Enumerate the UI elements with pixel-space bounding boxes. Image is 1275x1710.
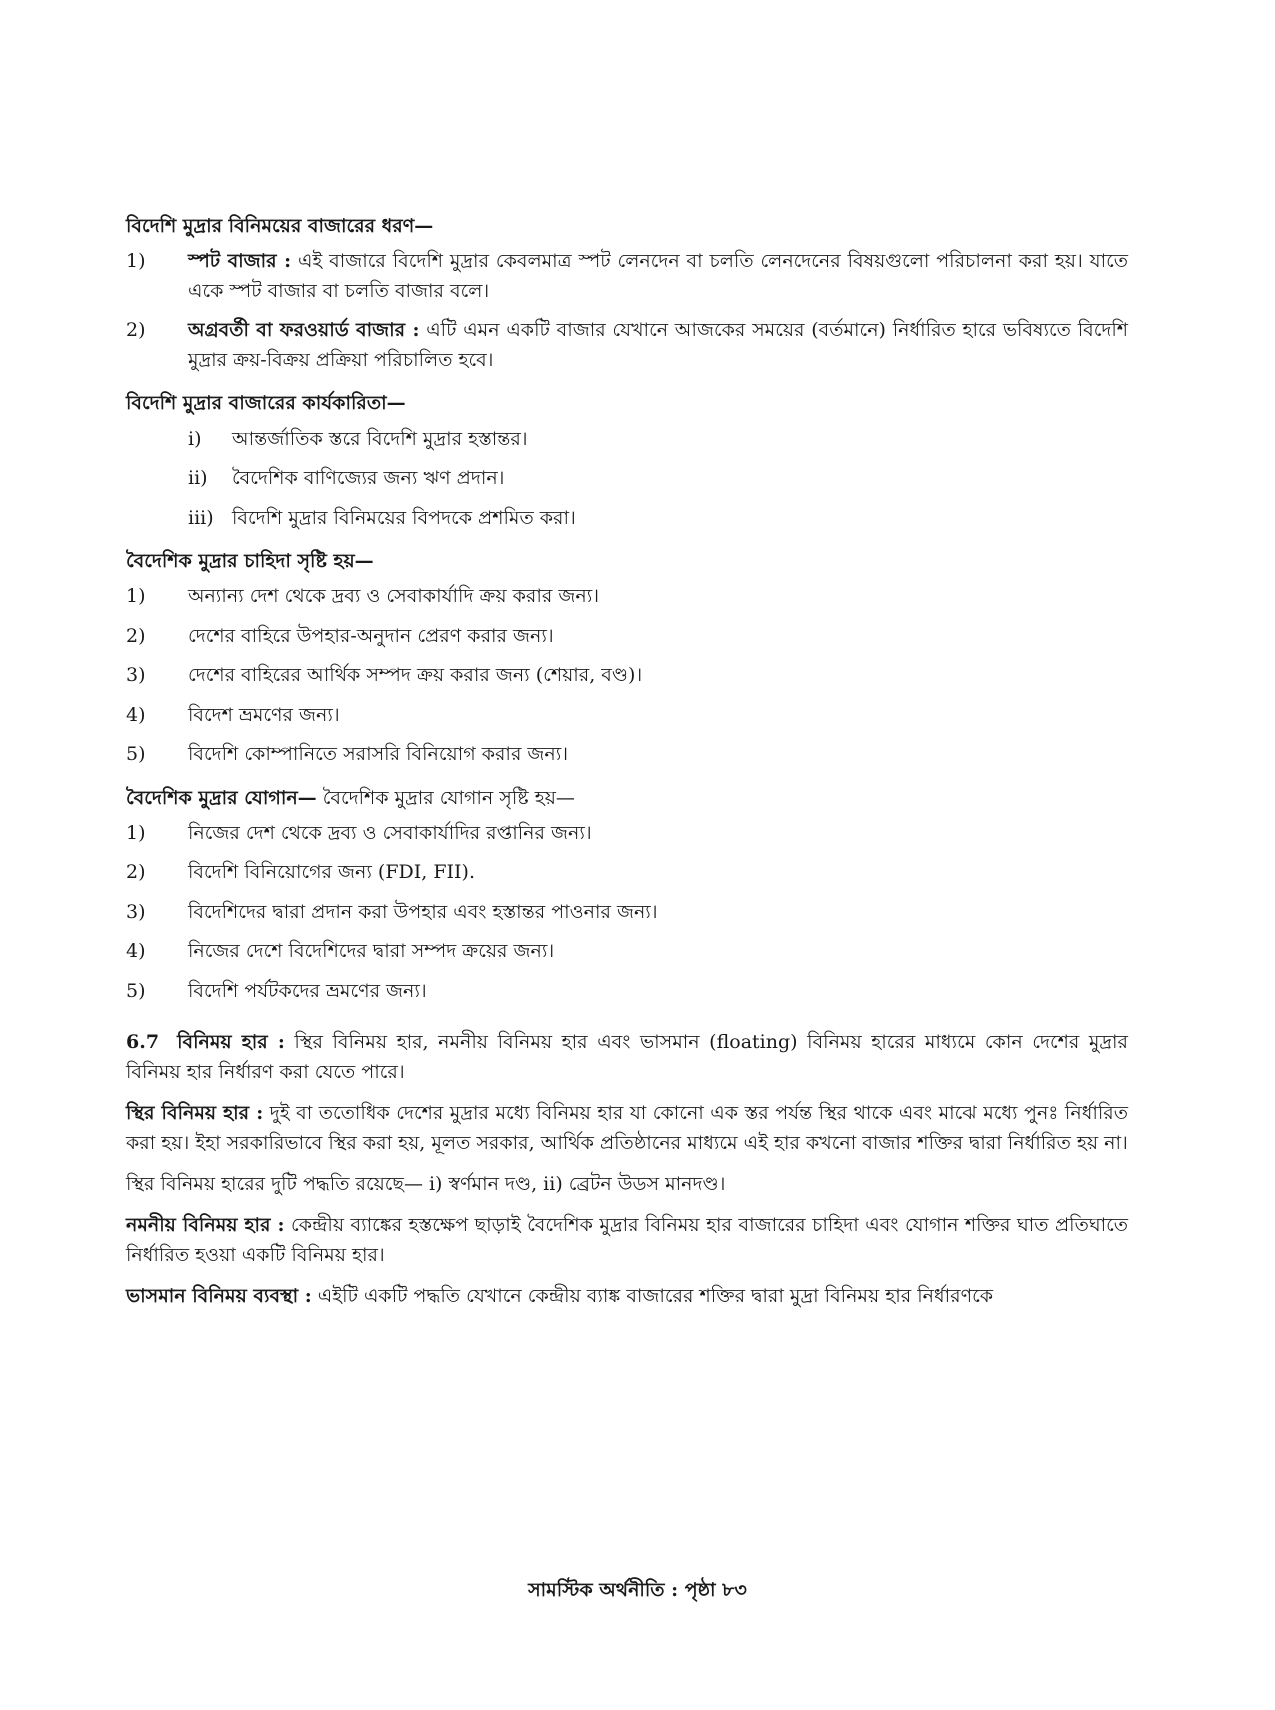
item-text: বৈদেশিক বাণিজ্যের জন্য ঋণ প্রদান। xyxy=(232,467,505,490)
page-footer: সামস্টিক অর্থনীতি : পৃষ্ঠা ৮৩ xyxy=(528,1579,747,1601)
item-number: 4) xyxy=(126,703,146,726)
item-text: বিদেশ ভ্রমণের জন্য। xyxy=(188,703,340,726)
item-number: 3) xyxy=(126,664,146,687)
item-number: 2) xyxy=(126,861,146,884)
paragraph-flexible-rate xyxy=(126,1211,1128,1270)
item-term: স্পট বাজার : xyxy=(188,250,292,273)
heading-term: বৈদেশিক মুদ্রার যোগান— xyxy=(126,786,317,809)
list-item xyxy=(126,622,1128,651)
paragraph-term: স্থির বিনিময় হার : xyxy=(126,1102,264,1125)
list-item xyxy=(126,819,1128,848)
list-item xyxy=(126,937,1128,966)
item-text: বিদেশিদের দ্বারা প্রদান করা উপহার এবং হস্তান্তর পাওনার জন্য। xyxy=(188,900,658,923)
paragraph-body: কেন্দ্রীয় ব্যাঙ্কের হস্তক্ষেপ ছাড়াই বৈদেশিক মুদ্রার বিনিময় হার বাজারের চাহিদা এবং যোগান শক্তির ঘাত প্রতিঘাতে নির্ধারিত হওয়া একটি বিনিময় হার। xyxy=(126,1214,1128,1266)
item-number: 5) xyxy=(126,979,146,1002)
item-number: 1) xyxy=(126,585,146,608)
paragraph-fixed-rate xyxy=(126,1099,1128,1158)
paragraph-floating-system xyxy=(126,1282,1128,1311)
item-number: 2) xyxy=(126,624,146,647)
item-number: iii) xyxy=(188,506,214,529)
item-number: 2) xyxy=(126,319,146,342)
list-item xyxy=(126,582,1128,611)
list-item xyxy=(126,247,1128,306)
item-text: দেশের বাহিরের আর্থিক সম্পদ ক্রয় করার জন্য (শেয়ার, বণ্ড)। xyxy=(188,664,643,687)
paragraph-body: দুই বা ততোধিক দেশের মুদ্রার মধ্যে বিনিময় হার যা কোনো এক স্তর পর্যন্ত স্থির থাকে এবং মাঝে মধ্যে পুনঃ নির্ধারিত করা হয়। ইহা সরকারিভাবে স্থির করা হয়, মূলত সরকার, আর্থিক প্রতিষ্ঠানের মাধ্যমে এই হার কখনো বাজার শক্তির দ্বারা নির্ধারিত হয় না। xyxy=(126,1102,1129,1154)
item-number: ii) xyxy=(188,467,208,490)
list-item xyxy=(126,701,1128,730)
section-heading-supply xyxy=(126,784,1128,813)
item-text: নিজের দেশে বিদেশিদের দ্বারা সম্পদ ক্রয়ের জন্য। xyxy=(188,940,555,963)
item-body: এই বাজারে বিদেশি মুদ্রার কেবলমাত্র স্পট লেনদেন বা চলতি লেনদেনের বিষয়গুলো পরিচালনা করা হয়। যাতে একে স্পট বাজার বা চলতি বাজার বলে। xyxy=(188,250,1129,302)
section-heading-demand: বৈদেশিক মুদ্রার চাহিদা সৃষ্টি হয়— xyxy=(126,549,374,572)
item-text: নিজের দেশ থেকে দ্রব্য ও সেবাকার্যাদির রপ্তানির জন্য। xyxy=(188,822,592,844)
item-number: 1) xyxy=(126,822,146,844)
paragraph-fixed-rate-methods: স্থির বিনিময় হারের দুটি পদ্ধতি রয়েছে— i) স্বর্ণমান দণ্ড, ii) ব্রেটন উডস মানদণ্ড। xyxy=(126,1172,726,1195)
list-item xyxy=(126,504,1128,533)
list-item xyxy=(126,740,1128,769)
item-number: 1) xyxy=(126,250,146,273)
item-number: 3) xyxy=(126,900,146,923)
list-item xyxy=(126,898,1128,927)
item-text: অন্যান্য দেশ থেকে দ্রব্য ও সেবাকার্যাদি ক্রয় করার জন্য। xyxy=(188,585,599,608)
item-number: i) xyxy=(188,427,202,450)
section-term: বিনিময় হার : xyxy=(177,1031,285,1054)
section-exchange-rate xyxy=(126,1028,1128,1087)
list-item xyxy=(126,425,1128,454)
section-heading-market-types: বিদেশি মুদ্রার বিনিময়ের বাজারের ধরণ— xyxy=(126,215,434,237)
section-heading-market-functions: বিদেশি মুদ্রার বাজারের কার্যকারিতা— xyxy=(126,392,406,415)
section-number: 6.7 xyxy=(126,1031,160,1054)
paragraph-term: নমনীয় বিনিময় হার : xyxy=(126,1214,285,1237)
paragraph-body: এইটি একটি পদ্ধতি যেখানে কেন্দ্রীয় ব্যাঙ্ক বাজারের শক্তির দ্বারা মুদ্রা বিনিময় হার নির্ধারণকে xyxy=(311,1285,993,1308)
item-number: 4) xyxy=(126,940,146,963)
item-text: বিদেশি পর্যটকদের ভ্রমণের জন্য। xyxy=(188,979,427,1002)
item-body: এটি এমন একটি বাজার যেখানে আজকের সময়ের (বর্তমানে) নির্ধারিত হারে ভবিষ্যতে বিদেশি মুদ্রার ক্রয়-বিক্রয় প্রক্রিয়া পরিচালিত হবে। xyxy=(188,319,1128,371)
item-number: 5) xyxy=(126,743,146,766)
list-item xyxy=(126,977,1128,1006)
list-item xyxy=(126,858,1128,887)
item-term: অগ্রবর্তী বা ফরওয়ার্ড বাজার : xyxy=(188,319,420,342)
list-item xyxy=(126,661,1128,690)
item-text: বিদেশি কোম্পানিতে সরাসরি বিনিয়োগ করার জন্য। xyxy=(188,743,569,766)
section-body: স্থির বিনিময় হার, নমনীয় বিনিময় হার এবং ভাসমান (floating) বিনিময় হারের মাধ্যমে কোন দেশের মুদ্রার বিনিময় হার নির্ধারণ করা যেতে পারে। xyxy=(126,1031,1128,1083)
item-text: দেশের বাহিরে উপহার-অনুদান প্রেরণ করার জন্য। xyxy=(188,624,554,647)
heading-rest: বৈদেশিক মুদ্রার যোগান সৃষ্টি হয়— xyxy=(316,786,575,809)
paragraph-term: ভাসমান বিনিময় ব্যবস্থা : xyxy=(126,1285,312,1308)
list-item xyxy=(126,316,1128,375)
item-text: বিদেশি মুদ্রার বিনিময়ের বিপদকে প্রশমিত করা। xyxy=(232,506,576,529)
item-text: আন্তর্জাতিক স্তরে বিদেশি মুদ্রার হস্তান্তর। xyxy=(232,427,528,450)
item-text xyxy=(188,316,1128,375)
item-text: বিদেশি বিনিয়োগের জন্য (FDI, FII). xyxy=(188,861,475,884)
list-item xyxy=(126,464,1128,493)
item-text xyxy=(188,247,1128,306)
